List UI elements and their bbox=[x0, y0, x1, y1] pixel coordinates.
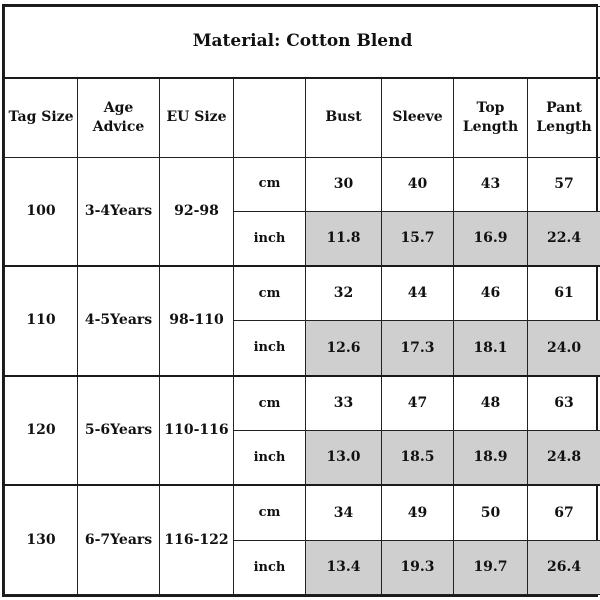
pant-length-cell: 24.0 bbox=[528, 321, 600, 376]
eu-size-cell: 98-110 bbox=[160, 266, 234, 376]
header-sleeve: Sleeve bbox=[382, 78, 454, 157]
age-advice-cell: 4-5Years bbox=[78, 266, 160, 376]
age-advice-cell: 5-6Years bbox=[78, 376, 160, 486]
bust-cell: 32 bbox=[306, 266, 382, 321]
header-age-advice: Age Advice bbox=[78, 78, 160, 157]
sleeve-cell: 17.3 bbox=[382, 321, 454, 376]
eu-size-cell: 92-98 bbox=[160, 157, 234, 266]
sleeve-cell: 19.3 bbox=[382, 540, 454, 594]
pant-length-cell: 26.4 bbox=[528, 540, 600, 594]
bust-cell: 33 bbox=[306, 376, 382, 431]
eu-size-cell: 116-122 bbox=[160, 485, 234, 594]
size-chart-table bbox=[4, 6, 600, 595]
pant-length-cell: 61 bbox=[528, 266, 600, 321]
top-length-cell: 50 bbox=[454, 485, 528, 540]
sleeve-cell: 44 bbox=[382, 266, 454, 321]
bust-cell: 13.4 bbox=[306, 540, 382, 594]
pant-length-cell: 24.8 bbox=[528, 431, 600, 486]
unit-cell: inch bbox=[234, 540, 306, 594]
age-advice-cell: 6-7Years bbox=[78, 485, 160, 594]
unit-cell: inch bbox=[234, 321, 306, 376]
top-length-cell: 48 bbox=[454, 376, 528, 431]
size-row-cm bbox=[5, 266, 600, 321]
sleeve-cell: 49 bbox=[382, 485, 454, 540]
bust-cell: 30 bbox=[306, 157, 382, 211]
header-top-length: Top Length bbox=[454, 78, 528, 157]
bust-cell: 34 bbox=[306, 485, 382, 540]
header-unit bbox=[234, 78, 306, 157]
size-row-cm bbox=[5, 485, 600, 540]
tag-size-cell: 100 bbox=[5, 157, 78, 266]
tag-size-cell: 130 bbox=[5, 485, 78, 594]
header-pant-length: Pant Length bbox=[528, 78, 600, 157]
sleeve-cell: 40 bbox=[382, 157, 454, 211]
tag-size-cell: 110 bbox=[5, 266, 78, 376]
size-row-cm bbox=[5, 157, 600, 211]
pant-length-cell: 67 bbox=[528, 485, 600, 540]
top-length-cell: 16.9 bbox=[454, 211, 528, 266]
unit-cell: cm bbox=[234, 266, 306, 321]
bust-cell: 12.6 bbox=[306, 321, 382, 376]
top-length-cell: 18.1 bbox=[454, 321, 528, 376]
sleeve-cell: 47 bbox=[382, 376, 454, 431]
age-advice-cell: 3-4Years bbox=[78, 157, 160, 266]
header-bust: Bust bbox=[306, 78, 382, 157]
title-row bbox=[5, 7, 600, 78]
eu-size-cell: 110-116 bbox=[160, 376, 234, 486]
header-tag-size: Tag Size bbox=[5, 78, 78, 157]
top-length-cell: 43 bbox=[454, 157, 528, 211]
pant-length-cell: 22.4 bbox=[528, 211, 600, 266]
pant-length-cell: 63 bbox=[528, 376, 600, 431]
top-length-cell: 18.9 bbox=[454, 431, 528, 486]
tag-size-cell: 120 bbox=[5, 376, 78, 486]
sleeve-cell: 15.7 bbox=[382, 211, 454, 266]
header-row bbox=[5, 78, 600, 157]
bust-cell: 13.0 bbox=[306, 431, 382, 486]
bust-cell: 11.8 bbox=[306, 211, 382, 266]
top-length-cell: 19.7 bbox=[454, 540, 528, 594]
sleeve-cell: 18.5 bbox=[382, 431, 454, 486]
unit-cell: cm bbox=[234, 376, 306, 431]
chart-title: Material: Cotton Blend bbox=[5, 7, 600, 78]
unit-cell: cm bbox=[234, 157, 306, 211]
size-chart-sheet bbox=[2, 4, 598, 597]
unit-cell: inch bbox=[234, 431, 306, 486]
unit-cell: inch bbox=[234, 211, 306, 266]
top-length-cell: 46 bbox=[454, 266, 528, 321]
pant-length-cell: 57 bbox=[528, 157, 600, 211]
size-row-cm bbox=[5, 376, 600, 431]
header-eu-size: EU Size bbox=[160, 78, 234, 157]
unit-cell: cm bbox=[234, 485, 306, 540]
